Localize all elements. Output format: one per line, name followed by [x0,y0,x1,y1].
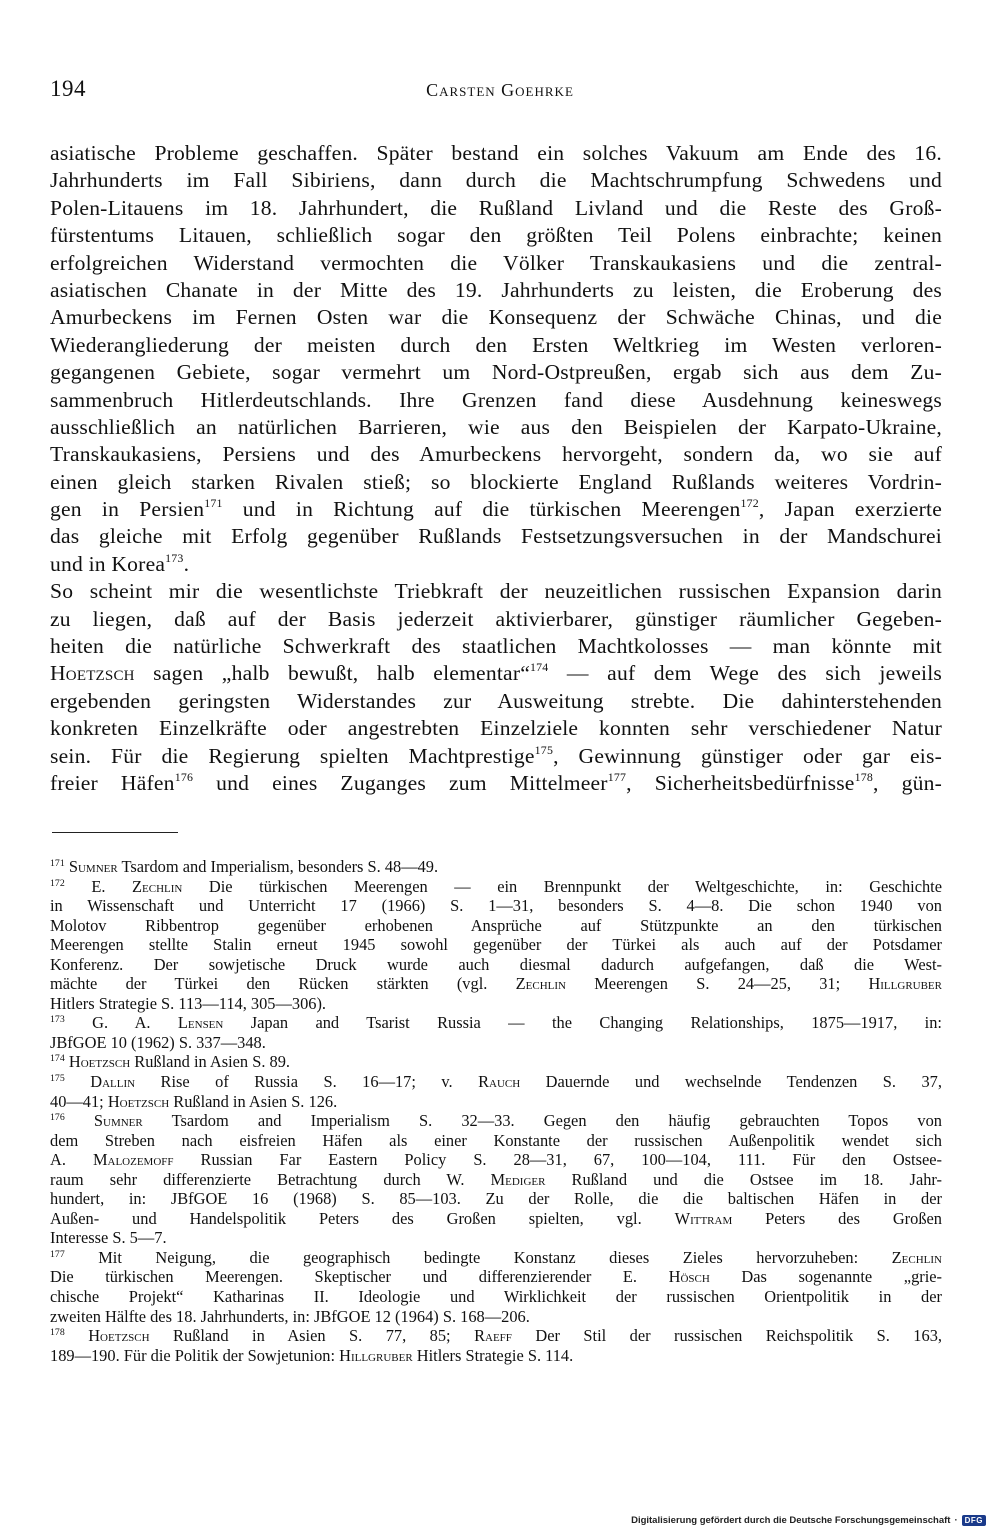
footnote-line: $^{178}$ Hoetzsch Rußland in Asien S. 77, 85; Raeff Der Stil der russischen Reichspolitik S. 163, [50,1326,942,1346]
page-number: 194 [50,76,86,101]
footnote-line: $^{171}$ Sumner Tsardom and Imperialism, besonders S. 48—49. [50,857,439,876]
footnote-ref: 172 [740,496,759,511]
author-name: Wittram [674,1208,733,1228]
footer-separator: · [954,1515,958,1526]
footnote-line: $^{177}$ Mit Neigung, die geographisch bedingte Konstanz dieses Zieles hervorzuheben: Zechlin [50,1247,942,1267]
footnote-ref: 177 [607,770,627,785]
dfg-logo-icon: DFG [962,1515,986,1526]
author-name: Lensen [177,1013,224,1033]
body-line: konkreten Einzelkräfte oder angestrebten Einzelziele konnten sehr verschiedener Natur [50,716,942,741]
footnote-line: dem Streben nach eisfreien Häfen als einer Konstante der russischen Außenpolitik wendet sich [50,1130,942,1150]
footnote-line: JBfGOE 10 (1962) S. 337—348. [50,1032,266,1052]
body-line: erfolgreichen Widerstand vermochten die Völker Transkaukasiens und die zentral- [50,250,942,275]
body-line: gegangenen Gebiete, sogar vermehrt um Nord-Ostpreußen, ergab sich aus dem Zu- [50,360,942,385]
body-line: einen gleich starken Rivalen stieß; so blockierte England Rußlands weiteres Vordrin- [50,469,942,494]
author-name: Zechlin [132,876,183,896]
footnote-line: Interesse S. 5—7. [50,1228,167,1248]
footnote-line: in Wissenschaft und Unterricht 17 (1966) S. 1—31, besonders S. 4—8. Die schon 1940 von [50,896,942,916]
footnote-line: hundert, in: JBfGOE 16 (1968) S. 85—103. Zu der Rolle, die die baltischen Häfen in der [50,1189,942,1209]
author-name: Zechlin [515,974,566,994]
author-name: Hoetzsch [68,1052,131,1072]
footnote-line: Molotov Ribbentrop gegenüber erhobenen Ansprüche auf Stützpunkte an den türkischen [50,915,942,935]
author-name: Mediger [490,1169,546,1189]
body-line: Hoetzsch sagen „halb bewußt, halb elementar“$^{174}$ — auf dem Wege des sich jeweils [50,660,942,686]
footnote-ref: 178 [854,770,874,785]
footnote-ref: 174 [530,660,549,675]
body-line: zu liegen, daß auf der Basis jederzeit aktivierbarer, günstiger räumlicher Gegeben- [50,606,942,631]
footnote-separator [52,832,178,833]
body-line: Amurbeckens im Fernen Osten war die Konsequenz der Schwäche Chinas, und die [50,305,942,330]
footnote-number: 174 [50,1053,65,1065]
author-name: Sumner [68,857,118,876]
body-line: So scheint mir die wesentlichste Triebkraft der neuzeitlichen russischen Expansion darin [50,579,942,604]
footer-text: Digitalisierung gefördert durch die Deutsche Forschungsgemeinschaft [631,1515,951,1526]
footnote-line: chische Projekt“ Katharinas II. Ideologie und Wirklichkeit der russischen Orientpolitik in der [50,1287,942,1307]
footnote-line: $^{175}$ Dallin Rise of Russia S. 16—17; v. Rauch Dauernde und wechselnde Tendenzen S. 37, [50,1072,942,1092]
footnote-ref: 176 [174,770,194,785]
footnote-number: 177 [50,1249,65,1261]
author-name: Sumner [93,1111,143,1131]
footnote-line: Außen- und Handelspolitik Peters des Großen spielten, vgl. Wittram Peters des Großen [50,1208,942,1228]
author-name: Hösch [668,1267,710,1287]
body-line: heiten die natürliche Schwerkraft des staatlichen Machtkolosses — man könnte mit [50,634,942,659]
footnote-line: $^{172}$ E. Zechlin Die türkischen Meerengen — ein Brennpunkt der Weltgeschichte, in: Geschichte [50,876,943,896]
footnote-line: zweiten Hälfte des 18. Jahrhunderts, in: JBfGOE 12 (1964) S. 168—206. [50,1306,530,1326]
footnote-ref: 173 [165,550,184,565]
body-line: asiatische Probleme geschaffen. Später bestand ein solches Vakuum am Ende des 16. [50,141,942,165]
footnote-line: A. Malozemoff Russian Far Eastern Policy S. 28—31, 67, 100—104, 111. Für den Ostsee- [50,1150,942,1170]
body-line: Transkaukasiens, Persiens und des Amurbeckens hervorgeht, sondern da, wo sie auf [50,442,942,467]
author-name: Hoetzsch [107,1091,170,1111]
footnote-line: raum sehr differenzierte Betrachtung durch W. Mediger Rußland und die Ostsee im 18. Jahr- [50,1169,942,1189]
author-name: Hillgruber [339,1345,413,1365]
footnote-line: Konferenz. Der sowjetische Druck wurde auch diesmal dadurch aufgefangen, daß die West- [50,954,942,974]
body-line: das gleiche mit Erfolg gegenüber Rußlands Festsetzungsversuchen in der Mandschurei [50,524,942,549]
body-line: sammenbruch Hitlerdeutschlands. Ihre Grenzen fand diese Ausdehnung keineswegs [50,387,942,412]
body-line: asiatischen Chanate in der Mitte des 19. Jahrhunderts zu leisten, die Eroberung des [50,277,942,302]
footnote-number: 175 [50,1073,65,1085]
body-line: Wiederangliederung der meisten durch den Ersten Weltkrieg im Westen verloren- [50,332,942,357]
author-name: Raeff [474,1326,512,1346]
body-line: fürstentums Litauen, schließlich sogar den größten Teil Polens einbrachte; keinen [50,223,942,248]
body-line: sein. Für die Regierung spielten Machtprestige$^{175}$, Gewinnung günstiger oder gar eis- [50,742,942,768]
footnote-line: Hitlers Strategie S. 113—114, 305—306). [50,993,327,1013]
author-name: Hoetzsch [88,1326,150,1346]
footnote-line: Die türkischen Meerengen. Skeptischer und differenzierender E. Hösch Das sogenannte „grie- [50,1267,943,1287]
author-name: Dallin [90,1072,136,1092]
footnote-line: Meerengen stellte Stalin erneut 1945 sowohl gegenüber der Türkei als auch auf der Potsdamer [50,935,942,955]
footnote-number: 171 [50,858,65,870]
body-line: ergebenden geringsten Widerstandes zur Ausweitung strebte. Die dahinterstehenden [50,688,942,713]
footnote-line: $^{174}$ Hoetzsch Rußland in Asien S. 89. [50,1052,291,1072]
author-name: Zechlin [891,1247,942,1267]
body-line: Polen-Litauens im 18. Jahrhundert, die Rußland Livland und die Reste des Groß- [50,195,942,220]
footnote-line: $^{176}$ Sumner Tsardom and Imperialism S. 32—33. Gegen den häufig gebrauchten Topos von [50,1111,942,1131]
digitization-footer [631,1515,986,1526]
author-name: Hoetzsch [50,661,135,686]
footnote-line: 189—190. Für die Politik der Sowjetunion: Hillgruber Hitlers Strategie S. 114. [50,1345,574,1365]
author-name: Malozemoff [92,1150,174,1170]
footnote-line: $^{173}$ G. A. Lensen Japan and Tsarist Russia — the Changing Relationships, 1875—1917, in: [50,1013,942,1033]
main-text [50,140,942,797]
footnote-ref: 171 [204,496,223,511]
footnote-line: mächte der Türkei den Rücken stärkten (vgl. Zechlin Meerengen S. 24—25, 31; Hillgruber [50,974,942,994]
body-line: gen in Persien$^{171}$ und in Richtung auf die türkischen Meerengen$^{172}$, Japan exerzierte [50,496,943,522]
running-head: Carsten Goehrke [426,80,574,100]
body-line: und in Korea$^{173}$. [50,550,190,576]
footnote-ref: 175 [534,742,554,757]
footnote-number: 176 [50,1112,65,1124]
author-name: Rauch [478,1072,521,1092]
body-line: freier Häfen$^{176}$ und eines Zuganges zum Mittelmeer$^{177}$, Sicherheitsbedürfnisse$^{178}$, gün- [50,770,942,795]
body-line: ausschließlich an natürlichen Barrieren, wie aus den Beispielen der Karpato-Ukraine, [50,414,942,439]
footnote-number: 172 [50,877,65,889]
footnotes [50,857,942,1365]
footnote-number: 173 [50,1014,65,1026]
footnote-number: 178 [50,1327,65,1339]
author-name: Hillgruber [868,974,942,994]
footnote-line: 40—41; Hoetzsch Rußland in Asien S. 126. [50,1091,338,1111]
body-line: Jahrhunderts im Fall Sibiriens, dann durch die Machtschrumpfung Schwedens und [50,168,942,193]
